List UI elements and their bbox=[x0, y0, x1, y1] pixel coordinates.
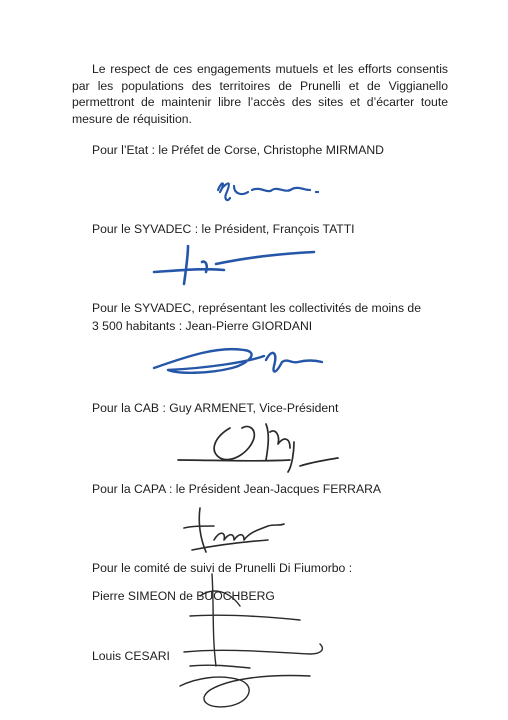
signatory-syvadec-label: Pour le SYVADEC : le Président, François TATTI bbox=[92, 222, 355, 236]
intro-line: Le respect de ces engagements mutuels et les efforts consentis bbox=[92, 62, 448, 76]
intro-paragraph bbox=[72, 61, 448, 127]
signature-syvadec-image bbox=[144, 240, 324, 288]
intro-line: permettront de maintenir libre l’accès des sites et d’écarter toute bbox=[72, 95, 448, 110]
signatory-syvadec-collectivites-label: Pour le SYVADEC, représentant les collectivités de moins de bbox=[92, 301, 421, 315]
committee-member-simeon: Pierre SIMEON de BUOCHBERG bbox=[92, 589, 275, 603]
signatory-cab-label: Pour la CAB : Guy ARMENET, Vice-Président bbox=[92, 401, 339, 415]
intro-line: mesure de réquisition. bbox=[72, 111, 192, 126]
signature-committee-image bbox=[160, 556, 330, 720]
signatory-etat-label: Pour l’Etat : le Préfet de Corse, Christophe MIRMAND bbox=[92, 143, 384, 157]
signature-capa-image bbox=[172, 500, 292, 558]
signatory-capa-label: Pour la CAPA : le Président Jean-Jacques FERRARA bbox=[92, 482, 382, 496]
committee-member-cesari: Louis CESARI bbox=[92, 649, 170, 663]
signature-etat-image bbox=[212, 176, 327, 208]
committee-label: Pour le comité de suivi de Prunelli Di Fiumorbo : bbox=[92, 561, 353, 575]
signature-giordani-image bbox=[148, 338, 328, 380]
signatory-syvadec-collectivites-name: 3 500 habitants : Jean-Pierre GIORDANI bbox=[92, 319, 313, 333]
intro-line: par les populations des territoires de Prunelli et de Viggianello bbox=[72, 78, 448, 93]
signature-cab-image bbox=[170, 408, 345, 474]
